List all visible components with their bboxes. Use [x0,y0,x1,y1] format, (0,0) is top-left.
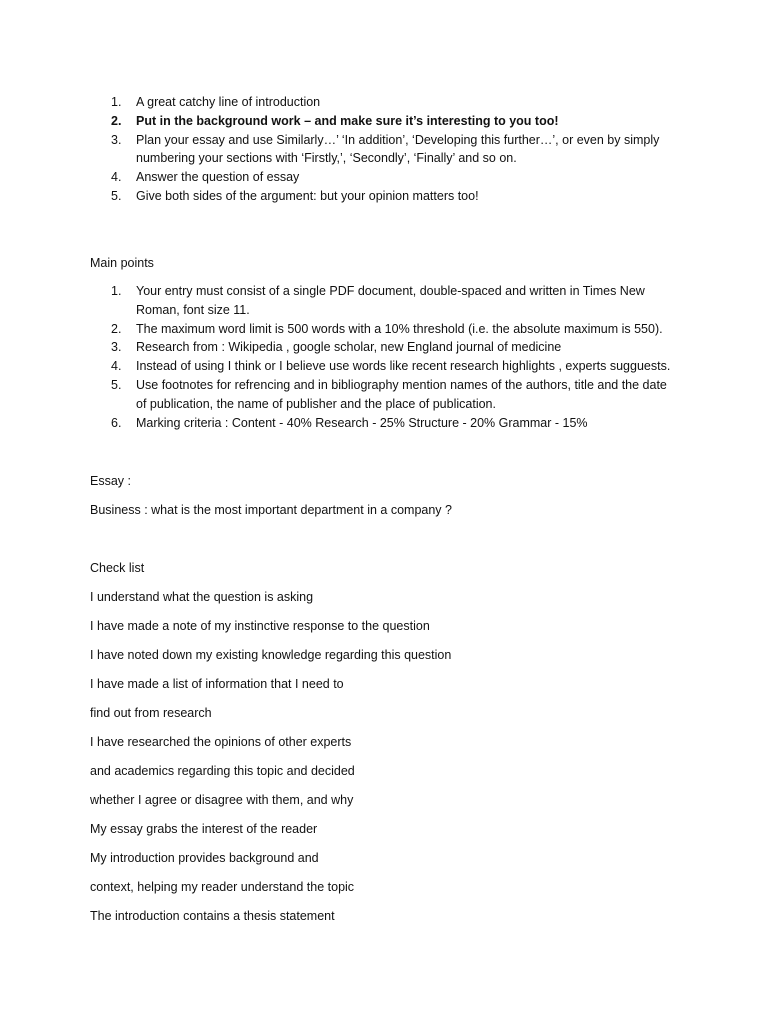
checklist-item: I have researched the opinions of other experts [90,735,352,749]
list-item [90,338,680,357]
checklist-item: My introduction provides background and [90,851,319,865]
list-text: Put in the background work – and make sure it’s interesting to you too! [136,113,559,128]
main-points-heading: Main points [90,256,154,270]
list-number: 4. [111,359,122,374]
list-text: Your entry must consist of a single PDF document, double-spaced and written in Times New Roman, font size 11. [136,284,645,317]
checklist-item: find out from research [90,706,212,720]
essay-question: Business : what is the most important department in a company ? [90,503,452,517]
list-item [90,131,680,169]
list-number: 2. [111,113,122,128]
list-number: 5. [111,188,122,203]
list-number: 4. [111,170,122,185]
list-text: Marking criteria : Content - 40% Research - 25% Structure - 20% Grammar - 15% [136,415,588,430]
checklist-item: I have made a note of my instinctive response to the question [90,619,430,633]
list-item [90,93,680,112]
list-number: 1. [111,95,122,109]
list-text: Instead of using I think or I believe use words like recent research highlights , experts sugguests. [136,359,671,374]
list-number: 3. [111,340,122,355]
list-item [90,282,680,320]
list-number: 5. [111,377,122,392]
checklist-heading: Check list [90,561,145,575]
checklist-item: I have noted down my existing knowledge regarding this question [90,648,452,662]
essay-heading: Essay : [90,474,131,488]
checklist-item: I have made a list of information that I need to [90,677,344,691]
checklist-item: and academics regarding this topic and decided [90,764,355,778]
list-item [90,320,680,339]
checklist-item: whether I agree or disagree with them, and why [90,793,354,807]
list-item [90,187,680,206]
list-item [90,357,680,376]
checklist-item: I understand what the question is asking [90,590,314,604]
list-item [90,168,680,187]
checklist-item: context, helping my reader understand the topic [90,880,355,894]
list-text: The maximum word limit is 500 words with a 10% threshold (i.e. the absolute maximum is 550). [136,321,663,336]
list-number: 2. [111,321,122,336]
list-text: Use footnotes for refrencing and in bibliography mention names of the authors, title and the date of publication, the name of publisher and the place of publication. [136,377,667,411]
checklist-item: The introduction contains a thesis statement [90,909,335,923]
intro-tips-list [90,93,680,206]
list-text: Plan your essay and use Similarly…’ ‘In addition’, ‘Developing this further…’, or even by simply numbering your sections with ‘Firstly,’, ‘Secondly’, ‘Finally’ and so on. [136,132,660,166]
list-text: Research from : Wikipedia , google scholar, new England journal of medicine [136,340,562,355]
list-item [90,112,680,131]
list-text: Give both sides of the argument: but your opinion matters too! [136,188,479,203]
list-number: 6. [111,415,122,430]
list-text: A great catchy line of introduction [136,95,321,109]
list-number: 1. [111,284,122,298]
list-text: Answer the question of essay [136,170,300,185]
list-item [90,414,680,433]
checklist-item: My essay grabs the interest of the reader [90,822,318,836]
main-points-list [90,282,680,432]
list-number: 3. [111,132,122,147]
list-item [90,376,680,414]
